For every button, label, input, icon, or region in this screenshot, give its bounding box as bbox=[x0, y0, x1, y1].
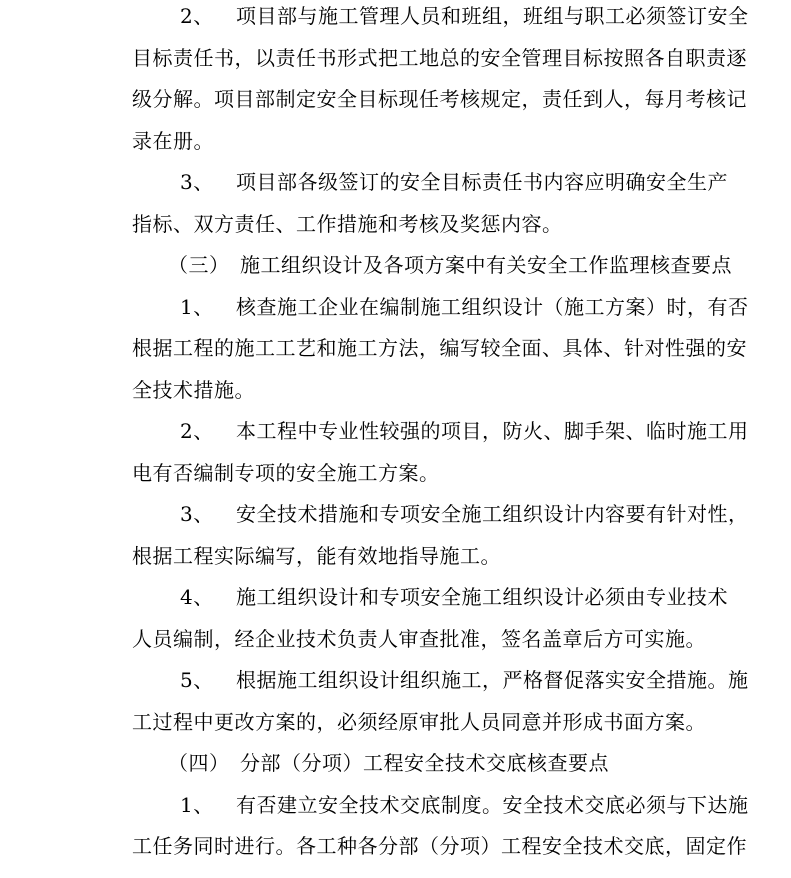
text-line bbox=[132, 85, 747, 113]
line-text: 电有否编制专项的安全施工方案。 bbox=[132, 461, 440, 485]
line-text: 本工程中专业性较强的项目，防火、脚手架、临时施工用 bbox=[236, 419, 749, 443]
line-text: 工任务同时进行。各工种各分部（分项）工程安全技术交底，固定作 bbox=[132, 834, 747, 858]
text-line bbox=[180, 417, 749, 445]
line-text: 施工组织设计和专项安全施工组织设计必须由专业技术 bbox=[236, 585, 728, 609]
line-text: 安全技术措施和专项安全施工组织设计内容要有针对性， bbox=[236, 502, 749, 526]
line-text: 根据工程的施工工艺和施工方法，编写较全面、具体、针对性强的安 bbox=[132, 336, 747, 360]
text-line bbox=[132, 459, 440, 487]
line-text: 有否建立安全技术交底制度。安全技术交底必须与下达施 bbox=[236, 793, 749, 817]
item-number: 4、 bbox=[180, 585, 214, 609]
line-text: 根据施工组织设计组织施工，严格督促落实安全措施。施 bbox=[236, 668, 749, 692]
item-number: 1、 bbox=[180, 793, 214, 817]
text-line bbox=[132, 44, 747, 72]
section-heading bbox=[168, 749, 609, 777]
text-line bbox=[132, 127, 214, 155]
text-line bbox=[132, 625, 706, 653]
line-text: 分部（分项）工程安全技术交底核查要点 bbox=[240, 751, 609, 775]
line-text: 目标责任书，以责任书形式把工地总的安全管理目标按照各自职责逐 bbox=[132, 46, 747, 70]
item-number: 5、 bbox=[180, 668, 214, 692]
text-line bbox=[180, 666, 749, 694]
section-heading bbox=[168, 251, 732, 279]
text-line bbox=[132, 376, 255, 404]
text-line bbox=[132, 334, 747, 362]
line-text: 指标、双方责任、工作措施和考核及奖惩内容。 bbox=[132, 212, 563, 236]
line-text: 项目部与施工管理人员和班组，班组与职工必须签订安全 bbox=[236, 4, 749, 28]
text-line bbox=[180, 583, 728, 611]
section-number: （四） bbox=[168, 751, 230, 775]
text-line bbox=[132, 210, 563, 238]
text-line bbox=[180, 2, 749, 30]
text-line bbox=[180, 500, 749, 528]
line-text: 录在册。 bbox=[132, 129, 214, 153]
line-text: 根据工程实际编写，能有效地指导施工。 bbox=[132, 544, 501, 568]
line-text: 施工组织设计及各项方案中有关安全工作监理核查要点 bbox=[240, 253, 732, 277]
line-text: 全技术措施。 bbox=[132, 378, 255, 402]
text-line bbox=[180, 791, 749, 819]
line-text: 人员编制，经企业技术负责人审查批准，签名盖章后方可实施。 bbox=[132, 627, 706, 651]
text-line bbox=[132, 542, 501, 570]
item-number: 2、 bbox=[180, 4, 214, 28]
line-text: 级分解。项目部制定安全目标现任考核规定，责任到人，每月考核记 bbox=[132, 87, 747, 111]
item-number: 1、 bbox=[180, 295, 214, 319]
line-text: 工过程中更改方案的，必须经原审批人员同意并形成书面方案。 bbox=[132, 710, 706, 734]
text-line bbox=[180, 293, 749, 321]
text-line bbox=[132, 832, 747, 860]
section-number: （三） bbox=[168, 253, 230, 277]
text-line bbox=[180, 168, 728, 196]
item-number: 3、 bbox=[180, 170, 214, 194]
line-text: 核查施工企业在编制施工组织设计（施工方案）时，有否 bbox=[236, 295, 749, 319]
item-number: 2、 bbox=[180, 419, 214, 443]
item-number: 3、 bbox=[180, 502, 214, 526]
line-text: 项目部各级签订的安全目标责任书内容应明确安全生产 bbox=[236, 170, 728, 194]
text-line bbox=[132, 708, 706, 736]
